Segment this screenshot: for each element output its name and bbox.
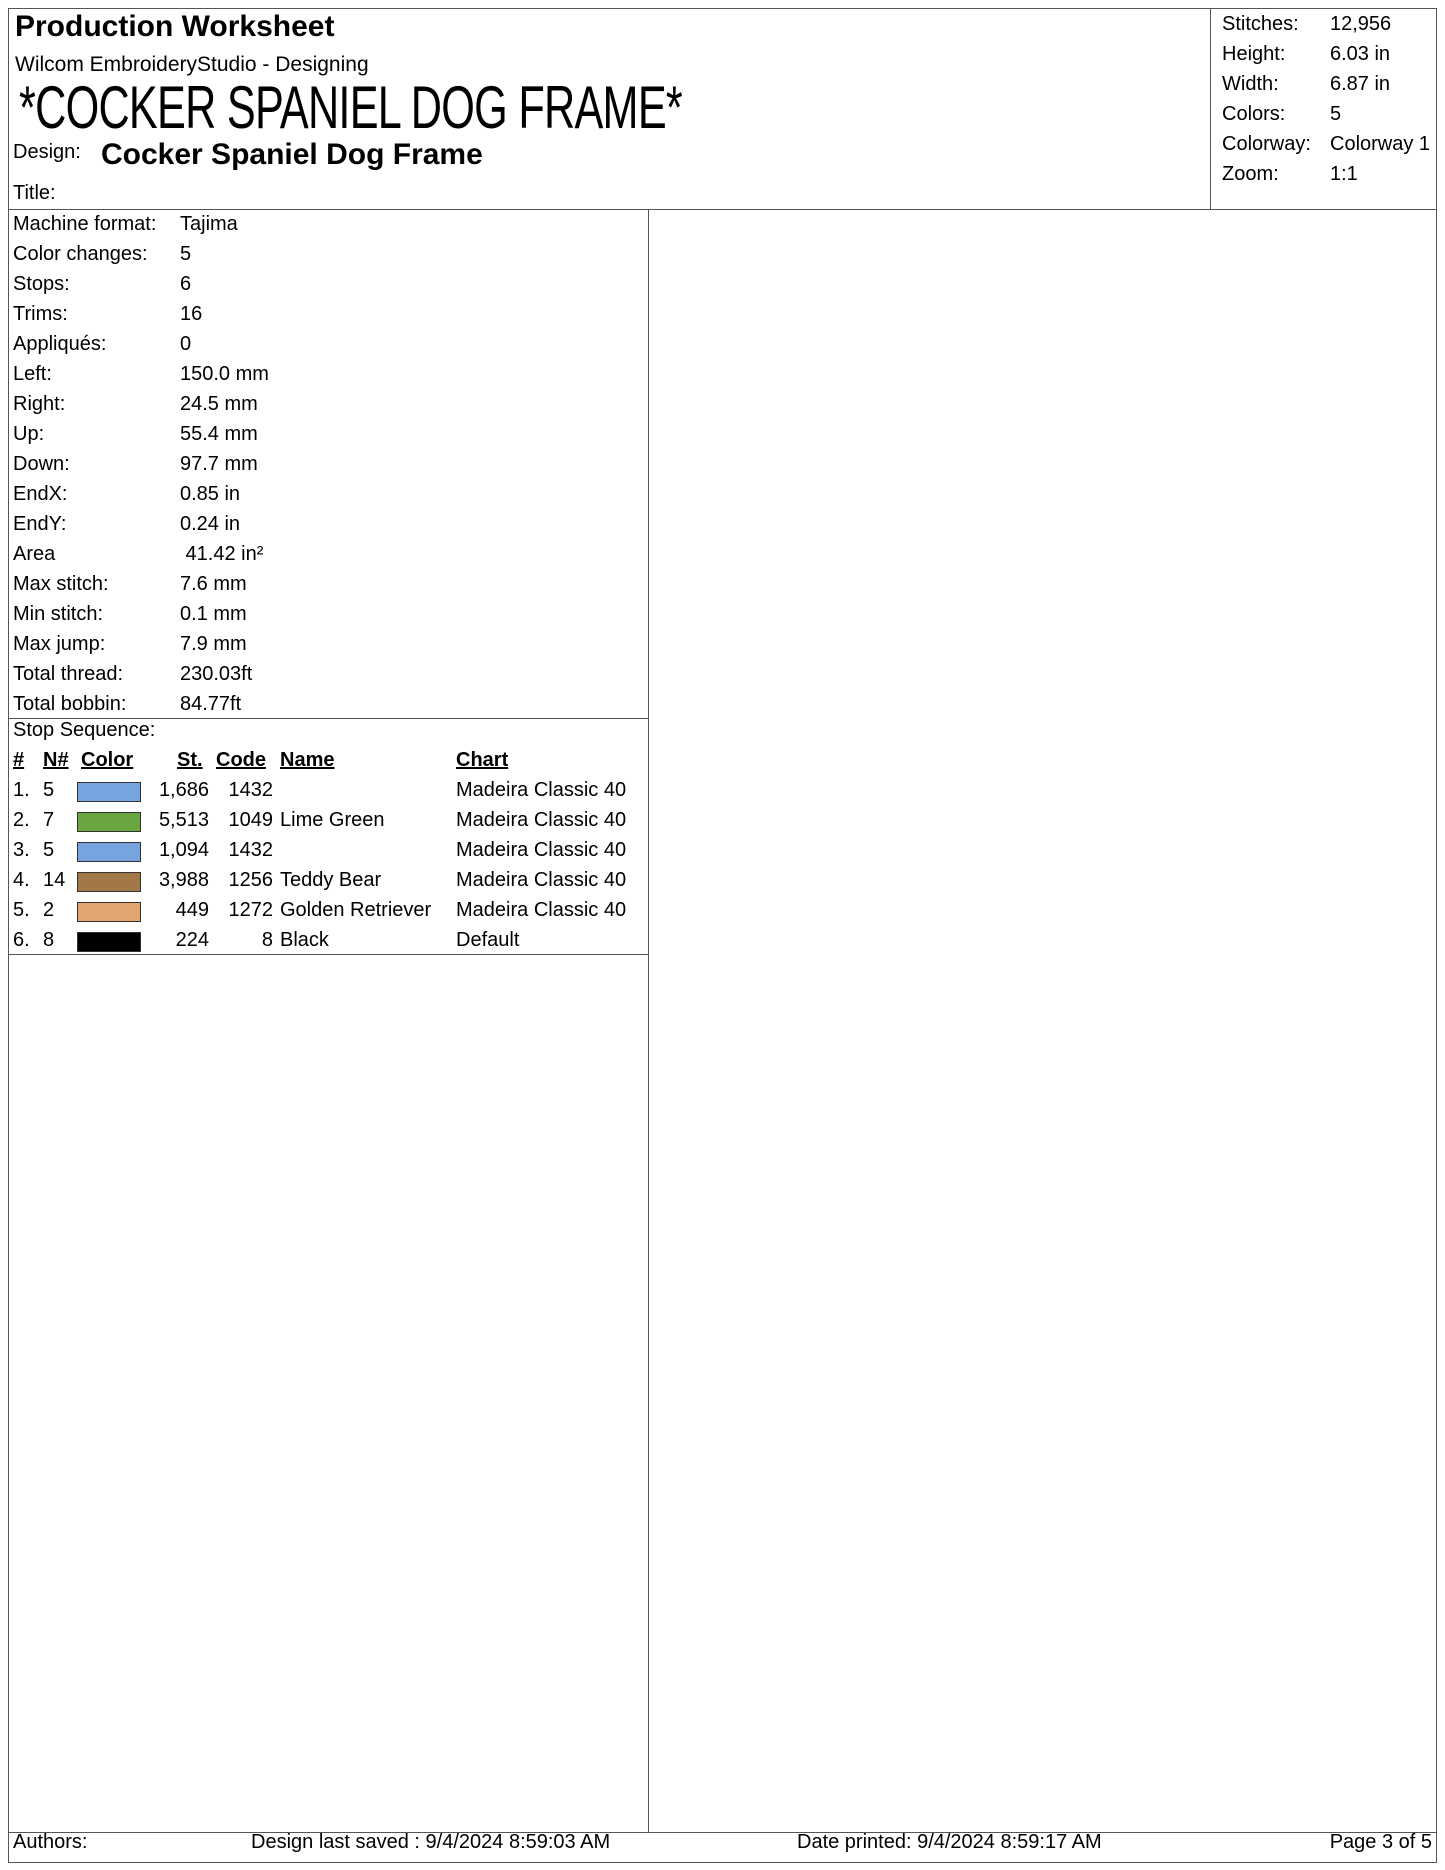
summary-label: Stitches: <box>1222 13 1299 35</box>
design-banner: *COCKER SPANIEL DOG FRAME* <box>19 74 683 141</box>
footer-divider <box>9 1832 1436 1833</box>
row-chart: Madeira Classic 40 <box>456 839 627 861</box>
table-row <box>9 809 649 839</box>
col-header-needle: N# <box>43 749 69 771</box>
summary-value: 6.87 in <box>1330 73 1391 95</box>
row-needle: 5 <box>43 839 55 861</box>
row-chart: Madeira Classic 40 <box>456 869 627 891</box>
summary-label: Colorway: <box>1222 133 1311 155</box>
table-row <box>9 869 649 899</box>
row-chart: Madeira Classic 40 <box>456 809 627 831</box>
footer-date-printed: Date printed: 9/4/2024 8:59:17 AM <box>797 1831 1102 1853</box>
row-stitches: 3,988 <box>158 869 209 891</box>
footer-last-saved: Design last saved : 9/4/2024 8:59:03 AM <box>251 1831 611 1853</box>
stat-value: 7.9 mm <box>180 633 247 655</box>
software-name: Wilcom EmbroideryStudio - Designing <box>15 53 369 76</box>
row-number: 2. <box>13 809 30 831</box>
design-name: Cocker Spaniel Dog Frame <box>101 138 483 171</box>
row-needle: 5 <box>43 779 55 801</box>
summary-label: Zoom: <box>1222 163 1279 185</box>
stat-value: 55.4 mm <box>180 423 258 445</box>
row-stitches: 224 <box>175 929 209 951</box>
stat-label: Appliqués: <box>13 333 107 355</box>
row-chart: Madeira Classic 40 <box>456 899 627 921</box>
row-name: Teddy Bear <box>280 869 382 891</box>
row-stitches: 1,094 <box>158 839 209 861</box>
stat-label: Min stitch: <box>13 603 104 625</box>
stat-label: EndX: <box>13 483 68 505</box>
worksheet-page <box>8 8 1437 1863</box>
stat-label: Up: <box>13 423 45 445</box>
stat-value: 150.0 mm <box>180 363 269 385</box>
summary-value: Colorway 1 <box>1330 133 1431 155</box>
summary-value: 12,956 <box>1330 13 1392 35</box>
row-code: 8 <box>261 929 273 951</box>
stat-value: 7.6 mm <box>180 573 247 595</box>
stop-sequence-label: Stop Sequence: <box>13 719 156 741</box>
row-chart: Madeira Classic 40 <box>456 779 627 801</box>
color-swatch <box>77 902 141 922</box>
color-swatch <box>77 782 141 802</box>
stat-label: Total bobbin: <box>13 693 127 715</box>
col-header-chart: Chart <box>456 749 509 771</box>
stat-value: Tajima <box>180 213 238 235</box>
summary-value: 6.03 in <box>1330 43 1391 65</box>
stat-label: Left: <box>13 363 52 385</box>
table-row <box>9 899 649 929</box>
stat-value: 0.24 in <box>180 513 241 535</box>
col-header-color: Color <box>81 749 134 771</box>
summary-value: 5 <box>1330 103 1342 125</box>
row-needle: 2 <box>43 899 55 921</box>
row-chart: Default <box>456 929 520 951</box>
row-number: 3. <box>13 839 30 861</box>
row-needle: 14 <box>43 869 66 891</box>
design-label: Design: <box>13 141 81 163</box>
stat-label: Stops: <box>13 273 70 295</box>
stat-label: Total thread: <box>13 663 124 685</box>
page-title: Production Worksheet <box>15 10 335 43</box>
row-code: 1049 <box>228 809 273 831</box>
row-name: Lime Green <box>280 809 385 831</box>
summary-label: Width: <box>1222 73 1279 95</box>
col-header-name: Name <box>280 749 335 771</box>
col-header-code: Code <box>216 749 266 771</box>
color-swatch <box>77 932 141 952</box>
color-swatch <box>77 812 141 832</box>
summary-divider <box>1210 9 1211 209</box>
stat-value: 97.7 mm <box>180 453 258 475</box>
row-number: 6. <box>13 929 30 951</box>
summary-label: Colors: <box>1222 103 1286 125</box>
table-row <box>9 929 649 959</box>
color-swatch <box>77 842 141 862</box>
row-number: 1. <box>13 779 30 801</box>
row-code: 1432 <box>228 779 273 801</box>
design-preview-area <box>649 210 1436 1832</box>
footer-page-number: Page 3 of 5 <box>1329 1831 1432 1853</box>
row-number: 4. <box>13 869 30 891</box>
stat-value: 41.42 in² <box>180 543 264 565</box>
stat-value: 0.85 in <box>180 483 241 505</box>
summary-label: Height: <box>1222 43 1286 65</box>
row-name: Golden Retriever <box>280 899 432 921</box>
stat-value: 24.5 mm <box>180 393 258 415</box>
stat-value: 5 <box>180 243 192 265</box>
stat-label: Max jump: <box>13 633 106 655</box>
stat-value: 84.77ft <box>180 693 242 715</box>
row-name: Black <box>280 929 329 951</box>
stat-value: 16 <box>180 303 203 325</box>
row-number: 5. <box>13 899 30 921</box>
row-code: 1256 <box>228 869 273 891</box>
stat-value: 6 <box>180 273 192 295</box>
stat-label: Machine format: <box>13 213 157 235</box>
footer-authors: Authors: <box>13 1831 88 1853</box>
row-stitches: 5,513 <box>158 809 209 831</box>
row-stitches: 1,686 <box>158 779 209 801</box>
stat-label: Right: <box>13 393 66 415</box>
color-swatch <box>77 872 141 892</box>
summary-value: 1:1 <box>1330 163 1358 185</box>
title-label: Title: <box>13 182 56 204</box>
row-code: 1432 <box>228 839 273 861</box>
stat-label: Max stitch: <box>13 573 109 595</box>
row-needle: 7 <box>43 809 55 831</box>
stat-value: 0 <box>180 333 192 355</box>
table-row <box>9 779 649 809</box>
row-code: 1272 <box>228 899 273 921</box>
stat-label: Color changes: <box>13 243 148 265</box>
stat-label: EndY: <box>13 513 67 535</box>
row-needle: 8 <box>43 929 55 951</box>
stat-label: Trims: <box>13 303 68 325</box>
col-header-stitches: St. <box>177 749 203 771</box>
row-stitches: 449 <box>175 899 209 921</box>
stat-value: 0.1 mm <box>180 603 247 625</box>
col-header-num: # <box>13 749 25 771</box>
stat-label: Down: <box>13 453 70 475</box>
stat-label: Area <box>13 543 56 565</box>
table-row <box>9 839 649 869</box>
stat-value: 230.03ft <box>180 663 253 685</box>
